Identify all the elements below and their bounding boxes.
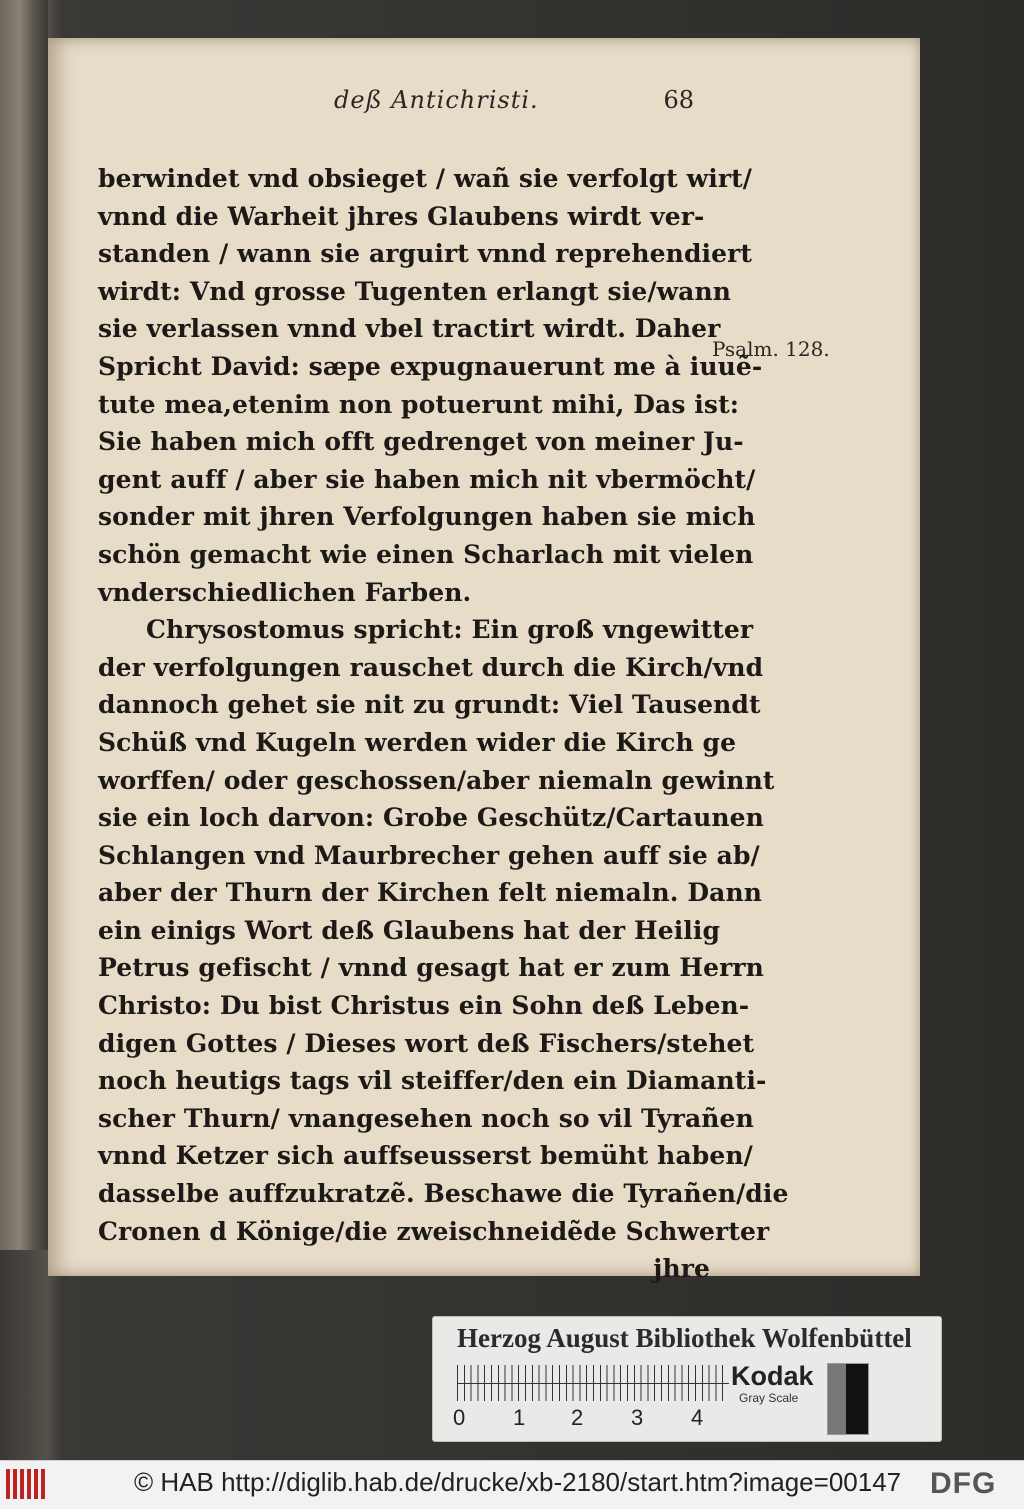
text-line: Petrus gefischt / vnnd gesagt hat er zum Herrn [98, 953, 764, 983]
hab-logo-icon [6, 1469, 46, 1499]
running-head: deß Antichristi. [334, 86, 539, 114]
text-line: Christo: Du bist Christus ein Sohn deß Leben- [98, 991, 750, 1021]
ruler-label-3: 3 [631, 1405, 644, 1430]
text-line: scher Thurn/ vnangesehen noch so vil Tyrañen [98, 1103, 754, 1133]
text-line: Chrysostomus spricht: Ein groß vngewitter [146, 615, 754, 645]
ruler-label-0: 0 [453, 1405, 466, 1430]
text-line: noch heutigs tags vil steiffer/den ein Diamanti- [98, 1066, 767, 1096]
kodak-brand: Kodak [731, 1361, 814, 1391]
text-line: Sie haben mich offt gedrenget von meiner Ju- [98, 427, 744, 457]
marginal-note: Psalm. 128. [712, 337, 830, 361]
gray-patch-mid [828, 1364, 846, 1434]
text-line: Schüß vnd Kugeln werden wider die Kirch ge [98, 727, 737, 757]
dfg-logo: DFG [930, 1467, 997, 1500]
text-line: wirdt: Vnd grosse Tugenten erlangt sie/wann [98, 276, 732, 306]
text-line: sie verlassen vnnd vbel tractirt wirdt. Daher [98, 314, 721, 344]
text-line: ein einigs Wort deß Glaubens hat der Heilig [98, 915, 721, 945]
text-line: tute mea,etenim non potuerunt mihi, Das ist: [98, 389, 740, 419]
text-line: berwindet vnd obsieget / wañ sie verfolgt wirt/ [98, 164, 752, 193]
text-line: vnderschiedlichen Farben. [98, 577, 472, 607]
text-line: gent auff / aber sie haben mich nit vbermöcht/ [98, 464, 756, 494]
text-line: vnnd Ketzer sich auffseusserst bemüht haben/ [98, 1141, 753, 1171]
left-page-edge [0, 0, 48, 1250]
color-target-card [432, 1316, 942, 1442]
page-header [284, 86, 694, 126]
ruler-baseline [457, 1383, 729, 1384]
gray-scale-patch [827, 1363, 869, 1435]
text-line: der verfolgungen rauschet durch die Kirch/vnd [98, 652, 764, 682]
ruler-label-4: 4 [691, 1405, 704, 1430]
text-line: dasselbe auffzukratzẽ. Beschawe die Tyrañen/die [98, 1179, 789, 1209]
text-line: Schlangen vnd Maurbrecher gehen auff sie ab/ [98, 840, 760, 870]
gray-patch-black [846, 1364, 868, 1434]
text-line: vnnd die Warheit jhres Glaubens wirdt ver- [98, 201, 705, 231]
text-line: sonder mit jhren Verfolgungen haben sie mich [98, 502, 756, 532]
catchword: jhre [653, 1254, 710, 1284]
text-line: dannoch gehet sie nit zu grundt: Viel Tausendt [98, 690, 761, 720]
text-line: worffen/ oder geschossen/aber niemaln gewinnt [98, 765, 775, 795]
text-line: sie ein loch darvon: Grobe Geschütz/Cartaunen [98, 803, 764, 833]
page-number: 68 [663, 86, 694, 114]
source-link[interactable]: © HAB http://diglib.hab.de/drucke/xb-2180/start.htm?image=00147 [134, 1467, 902, 1497]
footer-bar [0, 1460, 1024, 1509]
gray-scale-label: Gray Scale [739, 1391, 799, 1405]
library-name: Herzog August Bibliothek Wolfenbüttel [457, 1323, 912, 1353]
text-line: aber der Thurn der Kirchen felt niemaln. Dann [98, 878, 763, 908]
text-line: Cronen d Könige/die zweischneidẽde Schwerter [98, 1216, 770, 1246]
ruler-label-2: 2 [571, 1405, 584, 1430]
text-line: standen / wann sie arguirt vnnd reprehendiert [98, 239, 753, 269]
text-line: digen Gottes / Dieses wort deß Fischers/stehet [98, 1028, 755, 1058]
text-line: schön gemacht wie einen Scharlach mit vielen [98, 539, 754, 569]
text-line: Spricht David: sæpe expugnauerunt me à iuuẽ- [98, 351, 763, 381]
scale-ruler [457, 1365, 729, 1401]
ruler-label-1: 1 [513, 1405, 526, 1430]
